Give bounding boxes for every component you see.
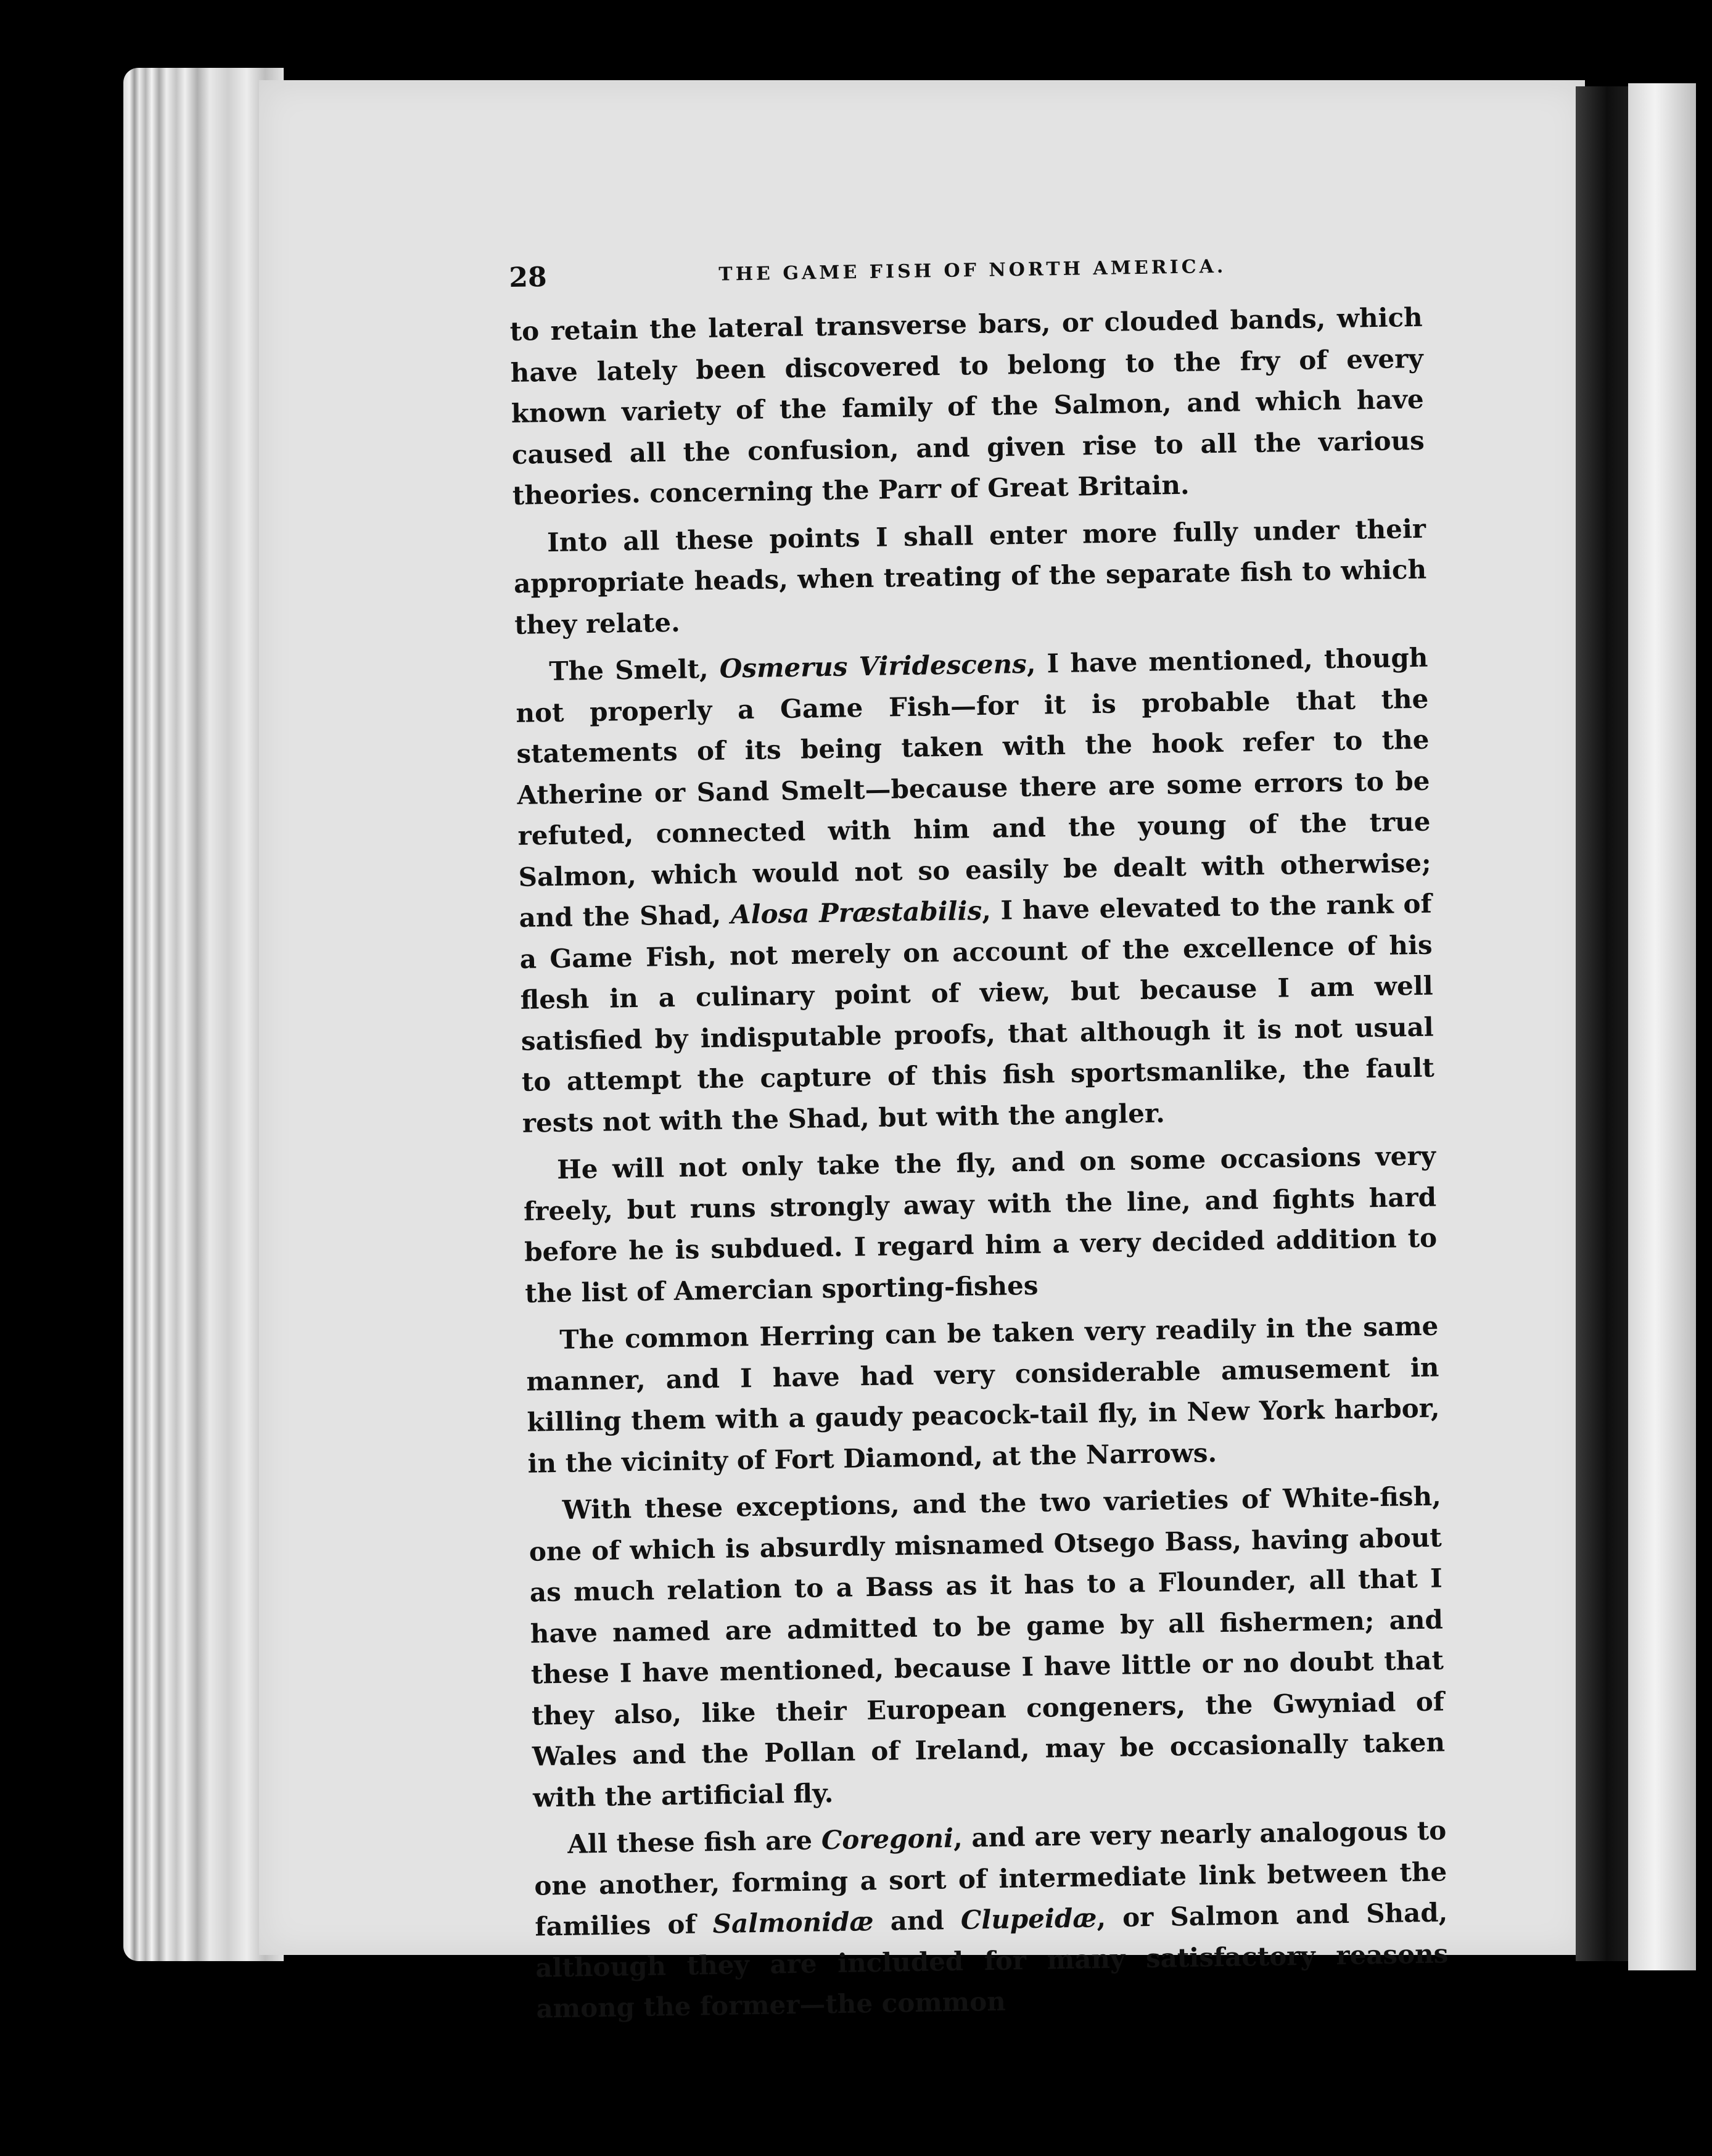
paragraph-7 xyxy=(533,1810,1449,2030)
paragraph-2: Into all these points I shall enter more fully under their appropriate heads, when treating of the separate fish to which they relate. xyxy=(513,513,1427,640)
paragraph-3-text: , I have mentioned, though not properly a Game Fish—for it is probable that the statements of its being taken with the hook refer to the Atherine or Sand Smelt—because there are some errors to be refuted, connected with him and the young of the true Salmon, which would not so easily be dealt with otherwise; and the Shad, xyxy=(516,642,1431,933)
family-name-clupeidae: Clupeidæ xyxy=(960,1903,1097,1935)
paragraph-3-text: , I have elevated to the rank of a Game Fish, not merely on account of the excellence of his flesh in a culinary point of view, but because I am well satisfied by indisputable proofs, that although it is not usual to attempt the capture of this fish sportsmanlike, the fault rests not with the Shad, but with the angler. xyxy=(519,888,1435,1138)
page-text xyxy=(509,248,1449,2030)
paragraph-6: With these exceptions, and the two varieties of White-fish, one of which is absurdly misnamed Otsego Bass, having about as much relation to a Bass as it has to a Flounder, all that I have named are admitted to be game by all fishermen; and these I have mentioned, because I have little or no doubt that they also, like their European congeners, the Gwyniad of Wales and the Pollan of Ireland, may be occasionally taken with the artificial fly. xyxy=(529,1481,1446,1813)
paragraph-7-text: and xyxy=(873,1904,961,1937)
genus-name-coregoni: Coregoni xyxy=(821,1822,954,1856)
page-number: 28 xyxy=(509,261,548,294)
paragraph-1: to retain the lateral transverse bars, or clouded bands, which have lately been discovered to belong to the fry of every known variety of the family of the Salmon, and which have caused all the confusion, and given rise to all the various theories. concerning the Parr of Great Britain. xyxy=(509,302,1425,511)
paragraph-7-text: , or Salmon and Shad, although they are included for many satisfactory reasons among the former—the common xyxy=(535,1897,1449,2024)
paragraph-3 xyxy=(515,638,1435,1144)
binding-gutter xyxy=(1576,86,1628,1961)
paragraph-5: The common Herring can be taken very readily in the same manner, and I have had very considerable amusement in killing them with a gaudy peacock-tail fly, in New York harbor, in the vicinity of Fort Diamond, at the Narrows. xyxy=(526,1310,1440,1479)
running-head: THE GAME FISH OF NORTH AMERICA. xyxy=(718,255,1227,286)
paragraph-7-text: All these fish are xyxy=(567,1825,822,1859)
species-name-shad: Alosa Præstabilis xyxy=(730,895,982,930)
facing-page-edge xyxy=(1628,83,1696,1970)
species-name-smelt: Osmerus Viridescens xyxy=(719,648,1027,684)
paragraph-4: He will not only take the fly, and on some occasions very freely, but runs strongly away with the line, and fights hard before he is subdued. I regard him a very decided addition to the list of Amercian sporting-fishes xyxy=(523,1140,1438,1309)
paragraph-7-text: , and are very nearly analogous to one another, forming a sort of intermediate link between the families of xyxy=(533,1815,1447,1942)
paragraph-3-text: The Smelt, xyxy=(549,653,720,687)
family-name-salmonidae: Salmonidæ xyxy=(712,1906,874,1940)
